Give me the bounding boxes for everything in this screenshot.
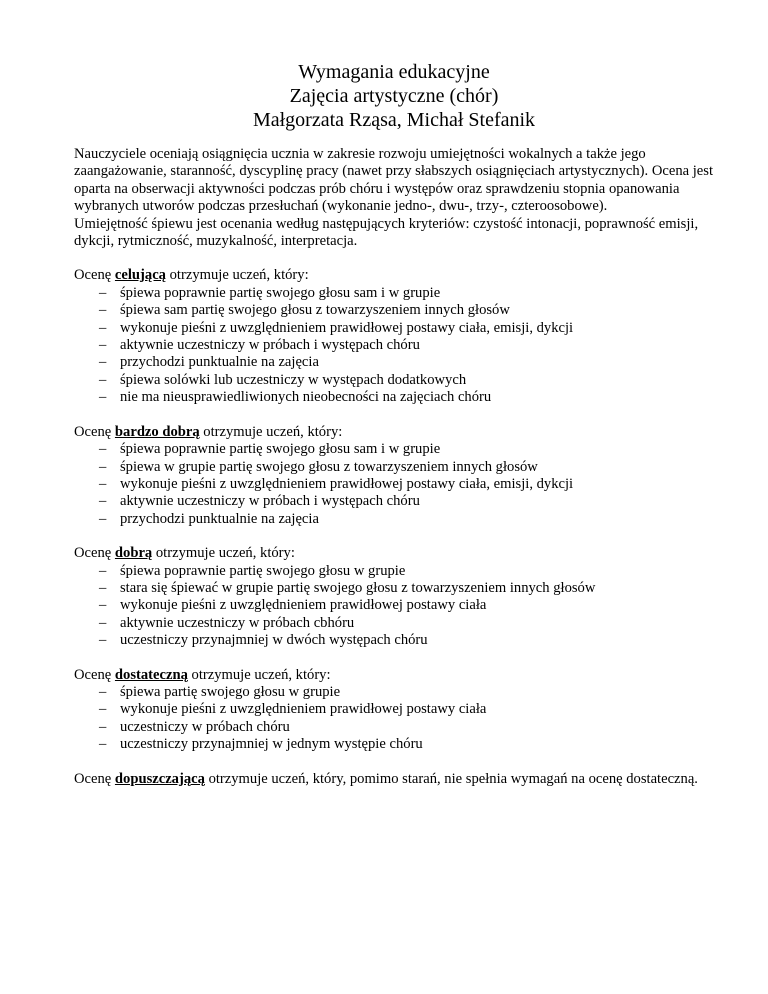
criteria-list	[74, 563, 714, 650]
criteria-text: śpiewa partię swojego głosu w grupie	[120, 683, 341, 700]
grade-name: celującą	[114, 267, 166, 284]
grade-heading	[74, 267, 714, 284]
criteria-item	[74, 684, 714, 701]
dash-bullet-icon: –	[99, 701, 107, 718]
grade-section	[74, 667, 714, 754]
criteria-text: uczestniczy w próbach chóru	[120, 718, 290, 735]
criteria-text: śpiewa solówki lub uczestniczy w występach dodatkowych	[120, 371, 467, 388]
criteria-text: śpiewa poprawnie partię swojego głosu sam i w grupie	[120, 441, 441, 458]
criteria-text: wykonuje pieśni z uwzględnieniem prawidłowej postawy ciała	[120, 597, 487, 614]
criteria-text: wykonuje pieśni z uwzględnieniem prawidłowej postawy ciała	[120, 701, 487, 718]
criteria-list	[74, 441, 714, 528]
grade-section	[74, 771, 714, 788]
criteria-text: śpiewa poprawnie partię swojego głosu w grupie	[120, 562, 406, 579]
criteria-list	[74, 684, 714, 754]
grade-suffix: otrzymuje uczeń, który:	[199, 423, 343, 440]
criteria-item	[74, 615, 714, 632]
criteria-item	[74, 459, 714, 476]
intro-paragraph-2: Umiejętność śpiewu jest ocenania według następujących kryteriów: czystość intonacji, poprawność emisji, dykcji, rytmiczność, muzykalność, interpretacja.	[74, 215, 699, 250]
grade-suffix: otrzymuje uczeń, który:	[152, 545, 295, 562]
grade-prefix: Ocenę	[74, 545, 115, 562]
criteria-item	[74, 389, 714, 406]
dash-bullet-icon: –	[99, 475, 107, 492]
grade-name: dobrą	[114, 545, 153, 562]
grade-name: bardzo dobrą	[114, 423, 200, 440]
criteria-text: uczestniczy przynajmniej w jednym występie chóru	[120, 736, 423, 753]
criteria-item	[74, 372, 714, 389]
criteria-item	[74, 511, 714, 528]
criteria-text: wykonuje pieśni z uwzględnieniem prawidłowej postawy ciała, emisji, dykcji	[120, 319, 574, 336]
title-line-2: Zajęcia artystyczne (chór)	[289, 85, 499, 107]
grade-heading	[74, 545, 714, 562]
dash-bullet-icon: –	[99, 683, 107, 700]
criteria-item	[74, 354, 714, 371]
dash-bullet-icon: –	[99, 510, 107, 527]
dash-bullet-icon: –	[99, 562, 107, 579]
grade-suffix: otrzymuje uczeń, który:	[165, 267, 309, 284]
dash-bullet-icon: –	[99, 736, 107, 753]
criteria-item	[74, 337, 714, 354]
dash-bullet-icon: –	[99, 579, 107, 596]
criteria-item	[74, 580, 714, 597]
criteria-text: przychodzi punktualnie na zajęcia	[120, 354, 319, 371]
dash-bullet-icon: –	[99, 458, 107, 475]
grade-suffix: otrzymuje uczeń, który:	[187, 666, 331, 683]
grade-suffix: otrzymuje uczeń, który, pomimo starań, nie spełnia wymagań na ocenę dostateczną.	[204, 770, 698, 787]
criteria-item	[74, 719, 714, 736]
criteria-text: uczestniczy przynajmniej w dwóch występach chóru	[120, 632, 428, 649]
grade-sections	[74, 267, 714, 788]
grade-prefix: Ocenę	[74, 770, 115, 787]
grade-name: dostateczną	[114, 666, 188, 683]
grade-heading	[74, 424, 714, 441]
title-line-3: Małgorzata Rząsa, Michał Stefanik	[252, 109, 536, 131]
criteria-item	[74, 701, 714, 718]
dash-bullet-icon: –	[99, 284, 107, 301]
dash-bullet-icon: –	[99, 302, 107, 319]
intro-text	[74, 146, 714, 250]
grade-prefix: Ocenę	[74, 267, 115, 284]
grade-section	[74, 545, 714, 649]
criteria-text: przychodzi punktualnie na zajęcia	[120, 510, 319, 527]
criteria-text: śpiewa w grupie partię swojego głosu z towarzyszeniem innych głosów	[120, 458, 538, 475]
dash-bullet-icon: –	[99, 354, 107, 371]
grade-name: dopuszczającą	[114, 770, 205, 787]
criteria-text: nie ma nieusprawiedliwionych nieobecności na zajęciach chóru	[120, 389, 492, 406]
document-page	[74, 60, 714, 788]
criteria-item	[74, 285, 714, 302]
dash-bullet-icon: –	[99, 319, 107, 336]
criteria-item	[74, 493, 714, 510]
dash-bullet-icon: –	[99, 337, 107, 354]
criteria-item	[74, 597, 714, 614]
dash-bullet-icon: –	[99, 614, 107, 631]
dash-bullet-icon: –	[99, 441, 107, 458]
grade-section	[74, 267, 714, 406]
grade-prefix: Ocenę	[74, 666, 115, 683]
grade-heading	[74, 667, 714, 684]
criteria-text: stara się śpiewać w grupie partię swojego głosu z towarzyszeniem innych głosów	[120, 579, 596, 596]
dash-bullet-icon: –	[99, 493, 107, 510]
dash-bullet-icon: –	[99, 371, 107, 388]
criteria-item	[74, 441, 714, 458]
dash-bullet-icon: –	[99, 718, 107, 735]
criteria-list	[74, 285, 714, 407]
criteria-item	[74, 736, 714, 753]
criteria-text: aktywnie uczestniczy w próbach cbhóru	[120, 614, 355, 631]
criteria-item	[74, 632, 714, 649]
dash-bullet-icon: –	[99, 389, 107, 406]
grade-heading	[74, 771, 714, 788]
document-title	[74, 60, 714, 132]
criteria-text: aktywnie uczestniczy w próbach i występach chóru	[120, 493, 420, 510]
dash-bullet-icon: –	[99, 597, 107, 614]
criteria-item	[74, 563, 714, 580]
dash-bullet-icon: –	[99, 632, 107, 649]
intro-paragraph-1: Nauczyciele oceniają osiągnięcia ucznia w zakresie rozwoju umiejętności wokalnych a także jego zaangażowanie, staranność, dyscyplinę pracy (nawet przy słabszych osiągnięciach artystycznych). Ocena jest oparta na obserwacji aktywności podczas prób chóru i występów oraz sprawdzeniu stopnia opanowania wybranych utworów podczas przesłuchań (wykonanie jedno-, dwu-, trzy-, czteroosobowe).	[74, 146, 714, 215]
title-line-1: Wymagania edukacyjne	[298, 61, 490, 83]
criteria-text: aktywnie uczestniczy w próbach i występach chóru	[120, 337, 420, 354]
criteria-text: wykonuje pieśni z uwzględnieniem prawidłowej postawy ciała, emisji, dykcji	[120, 475, 574, 492]
criteria-item	[74, 302, 714, 319]
criteria-text: śpiewa sam partię swojego głosu z towarzyszeniem innych głosów	[120, 302, 510, 319]
grade-section	[74, 424, 714, 528]
criteria-text: śpiewa poprawnie partię swojego głosu sam i w grupie	[120, 284, 441, 301]
grade-prefix: Ocenę	[74, 423, 115, 440]
criteria-item	[74, 476, 714, 493]
criteria-item	[74, 320, 714, 337]
